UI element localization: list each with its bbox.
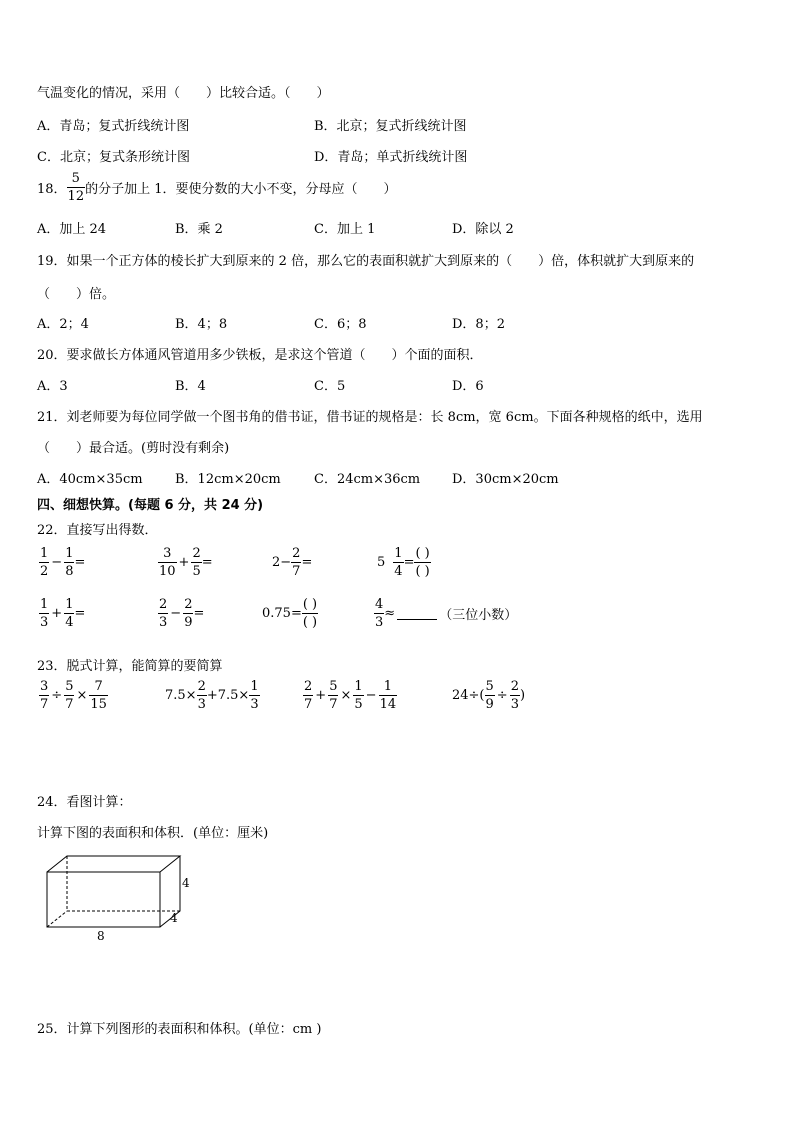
fraction: $\frac{7}{15}$ [90, 679, 107, 712]
q22-expr-8: $\frac{4}{3}$ ≈ （三位小数） [375, 597, 518, 630]
q21-option-c[interactable]: C．24cm×36cm [314, 472, 421, 487]
fraction: $\frac{2}{9}$ [184, 597, 193, 630]
q23-title: 23．脱式计算，能简算的要简算 [37, 659, 223, 674]
fraction: $\frac{1}{4}$ [394, 546, 403, 579]
fraction: $\frac{3}{10}$ [159, 546, 176, 579]
q22-title: 22．直接写出得数． [37, 523, 158, 538]
fraction: $\frac{1}{5}$ [354, 679, 363, 712]
q22-expr-3: 2− $\frac{2}{7}$ = [272, 546, 313, 579]
fraction: $\frac{2}{5}$ [192, 546, 201, 579]
q18-text: 的分子加上 1．要使分数的大小不变，分母应（ ） [85, 182, 397, 197]
q19-option-d[interactable]: D．8；2 [452, 317, 505, 332]
fraction: $\frac{1}{2}$ [40, 546, 49, 579]
q19-option-a[interactable]: A．2；4 [37, 317, 89, 332]
fraction: $\frac{5}{9}$ [485, 679, 494, 712]
answer-blank[interactable] [397, 607, 437, 620]
q22-expr-2: $\frac{3}{10}$ + $\frac{2}{5}$ = [159, 546, 213, 579]
q18-option-c[interactable]: C．加上 1 [314, 222, 376, 237]
q18-question [37, 172, 397, 203]
answer-fraction[interactable]: $\frac{( )}{( )}$ [302, 597, 318, 630]
fraction: $\frac{2}{7}$ [304, 679, 313, 712]
q19-line2: （ ）倍。 [37, 287, 116, 302]
q18-option-b[interactable]: B．乘 2 [175, 222, 223, 237]
q21-option-b[interactable]: B．12cm×20cm [175, 472, 281, 487]
q18-option-d[interactable]: D．除以 2 [452, 222, 514, 237]
fraction: $\frac{2}{3}$ [197, 679, 206, 712]
q21-option-a[interactable]: A．40cm×35cm [37, 472, 143, 487]
q17-tail: 气温变化的情况，采用（ ）比较合适。（ ） [37, 86, 330, 101]
q19-line1: 19．如果一个正方体的棱长扩大到原来的 2 倍，那么它的表面积就扩大到原来的（ ）倍，体积就扩大到原来的 [37, 254, 695, 269]
cuboid-hidden-edge [47, 911, 67, 927]
q22-expr-5: $\frac{1}{3}$ + $\frac{1}{4}$ = [40, 597, 86, 630]
q24-title: 24．看图计算： [37, 795, 132, 810]
q18-frac-numerator: 5 [71, 171, 80, 186]
q21-line2: （ ）最合适。(剪时没有剩余) [37, 441, 230, 456]
q17-option-a[interactable]: A．青岛；复式折线统计图 [37, 119, 190, 134]
q22-expr-7: 0.75= $\frac{( )}{( )}$ [262, 597, 318, 630]
q25-text: 25．计算下列图形的表面积和体积。(单位：cm ) [37, 1022, 322, 1037]
fraction: $\frac{1}{4}$ [65, 597, 74, 630]
cuboid-diagram [40, 850, 210, 945]
q17-option-c[interactable]: C．北京；复式条形统计图 [37, 150, 190, 165]
fraction: $\frac{1}{14}$ [379, 679, 397, 712]
fraction: $\frac{2}{3}$ [159, 597, 168, 630]
fraction: $\frac{4}{3}$ [375, 597, 384, 630]
fraction: $\frac{1}{3}$ [40, 597, 49, 630]
cuboid-length-label: 8 [97, 929, 105, 943]
answer-fraction[interactable]: $\frac{( )}{( )}$ [415, 546, 430, 579]
q19-option-c[interactable]: C．6；8 [314, 317, 367, 332]
q23-expr-2: 7.5× $\frac{2}{3}$ +7.5× $\frac{1}{3}$ [165, 679, 259, 712]
q23-expr-3: $\frac{2}{7}$ + $\frac{5}{7}$ × $\frac{1}{5}$ − $\frac{1}{14}$ [304, 679, 397, 712]
q18-option-a[interactable]: A．加上 24 [37, 222, 107, 237]
cuboid-width-label: 4 [170, 911, 178, 925]
q20-option-c[interactable]: C．5 [314, 379, 346, 394]
fraction: $\frac{1}{3}$ [250, 679, 259, 712]
q20-text: 20．要求做长方体通风管道用多少铁板，是求这个管道（ ）个面的面积． [37, 348, 483, 363]
q21-line1: 21．刘老师要为每位同学做一个图书角的借书证，借书证的规格是：长 8cm，宽 6cm。下面各种规格的纸中，选用 [37, 410, 703, 425]
q22-expr-4: 5 $\frac{1}{4}$ = $\frac{( )}{( )}$ [377, 546, 430, 579]
q17-option-b[interactable]: B．北京；复式折线统计图 [314, 119, 467, 134]
section4-heading: 四、细想快算。(每题 6 分，共 24 分) [37, 498, 264, 513]
q19-option-b[interactable]: B．4；8 [175, 317, 228, 332]
q23-expr-1: $\frac{3}{7}$ ÷ $\frac{5}{7}$ × $\frac{7}{15}$ [40, 679, 107, 712]
q21-option-d[interactable]: D．30cm×20cm [452, 472, 559, 487]
q18-frac-denominator: 12 [67, 189, 85, 204]
fraction: $\frac{2}{7}$ [292, 546, 301, 579]
fraction: $\frac{3}{7}$ [40, 679, 49, 712]
fraction: $\frac{5}{7}$ [65, 679, 74, 712]
q20-option-a[interactable]: A．3 [37, 379, 68, 394]
q18-number: 18． [37, 182, 67, 197]
q22-expr-6: $\frac{2}{3}$ − $\frac{2}{9}$ = [159, 597, 205, 630]
fraction: $\frac{1}{8}$ [65, 546, 74, 579]
q23-expr-4: 24÷( $\frac{5}{9}$ ÷ $\frac{2}{3}$ ) [452, 679, 526, 712]
q18-fraction [67, 172, 86, 203]
fraction: $\frac{2}{3}$ [510, 679, 519, 712]
cuboid-front-face [47, 872, 160, 927]
fraction: $\frac{5}{7}$ [329, 679, 338, 712]
q20-option-d[interactable]: D．6 [452, 379, 484, 394]
q24-subtitle: 计算下图的表面积和体积．(单位：厘米) [37, 826, 269, 841]
q17-option-d[interactable]: D．青岛；单式折线统计图 [314, 150, 468, 165]
q20-option-b[interactable]: B．4 [175, 379, 206, 394]
cuboid-height-label: 4 [182, 876, 190, 890]
q22-expr-1: $\frac{1}{2}$ − $\frac{1}{8}$ = [40, 546, 86, 579]
